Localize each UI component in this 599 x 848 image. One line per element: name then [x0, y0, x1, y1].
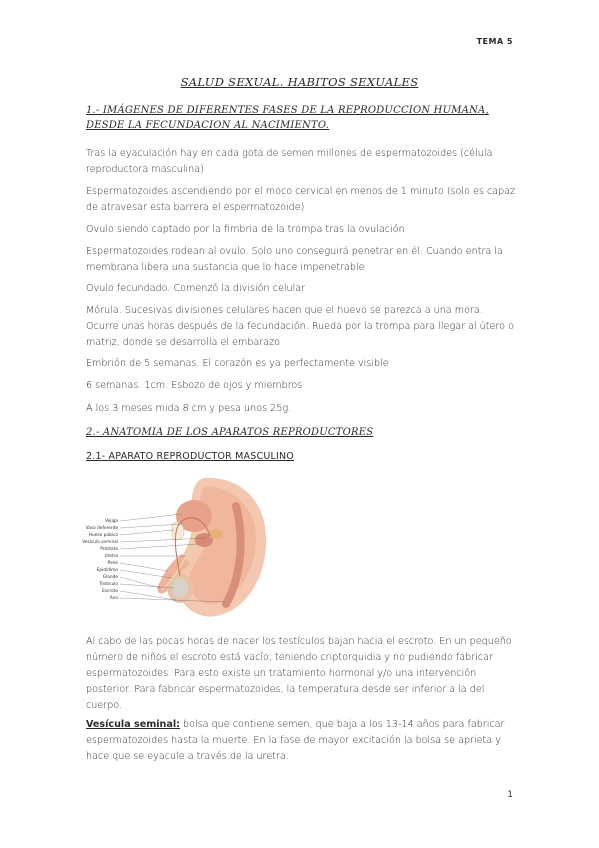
paragraph-3: Ovulo siendo captado por la fimbria de la trompa tras la ovulación — [86, 224, 405, 235]
section-2-1-heading: 2.1- APARATO REPRODUCTOR MASCULINO — [86, 451, 294, 462]
definition-vesicula-seminal: bolsa que contiene semen, que baja a los 13-14 años para fabricar espermatozoides hasta la muerte. En la fase de mayor excitación la bolsa se aprieta y hace que se eyacule a través de la uretra. — [86, 719, 505, 762]
paragraph-7: Embrión de 5 semanas. El corazón es ya perfectamente visible — [86, 358, 389, 369]
label-epididimo: Epidídimo — [96, 568, 118, 573]
paragraph-vesicula-seminal — [86, 717, 516, 765]
page-number: 1 — [507, 790, 513, 800]
label-uretra: Uretra — [104, 554, 118, 559]
paragraph-4: Espermatozoides rodean al ovulo. Solo uno conseguirá penetrar en él. Cuando entra la membrana libera una sustancia que lo hace impenetrable — [86, 246, 503, 273]
label-escroto: Escroto — [102, 589, 118, 594]
paragraph-6: Mórula. Sucesivas divisiones celulares hacen que el huevo se parezca a una mora. Ocurre unas horas después de la fecundación. Rueda por la trompa para llegar al útero o matriz, donde se desarrolla el embarazo — [86, 305, 514, 348]
label-prostata: Próstata — [100, 547, 118, 552]
anatomy-illustration — [82, 476, 276, 621]
page-title: SALUD SEXUAL. HABITOS SEXUALES — [180, 75, 419, 89]
label-vaso-deferente: Vaso deferente — [85, 526, 118, 531]
paragraph-5: Ovulo fecundado. Comenzó la división celular — [86, 283, 306, 294]
label-pene: Pene — [107, 561, 118, 566]
page-header-tema: TEMA 5 — [476, 37, 513, 46]
paragraph-testiculos: Al cabo de las pocas horas de nacer los testículos bajan hacia el escroto. En un pequeño número de niños el escroto está vacío, teniendo criptorquidia y no pudiendo fabricar espermatozoides. Para esto existe un tratamiento hormonal y/o una intervención posterior. Para fabricar espermatozoides, la temperatura desde ser inferior a la del cuerpo. — [86, 636, 512, 711]
label-glande: Glande — [102, 575, 118, 580]
label-testiculo: Testículo — [99, 582, 118, 587]
paragraph-1: Tras la eyaculación hay en cada gota de semen millones de espermatozoides (célula reproductora masculina) — [86, 148, 493, 175]
paragraph-9: A los 3 meses mida 8 cm y pesa unos 25g. — [86, 403, 292, 414]
term-vesicula-seminal: Vesícula seminal: — [86, 719, 180, 730]
label-ano: Ano — [109, 596, 118, 601]
male-reproductive-anatomy-figure — [82, 476, 276, 621]
paragraph-8: 6 semanas. 1cm. Esbozo de ojos y miembros — [86, 380, 303, 391]
label-vejiga: Vejiga — [105, 519, 118, 524]
section-2-heading: 2.- ANATOMIA DE LOS APARATOS REPRODUCTORES — [86, 427, 374, 438]
paragraph-2: Espermatozoides ascendiendo por el moco cervical en menos de 1 minuto (solo es capaz de atravesar esta barrera el espermatozoide) — [86, 186, 516, 213]
section-1-heading: 1.- IMÁGENES DE DIFERENTES FASES DE LA REPRODUCCION HUMANA, DESDE LA FECUNDACION AL NACIMIENTO. — [86, 105, 489, 131]
label-vesicula-seminal: Vesícula seminal — [82, 540, 118, 545]
label-hueso-pubico: Hueso púbico — [88, 533, 118, 538]
